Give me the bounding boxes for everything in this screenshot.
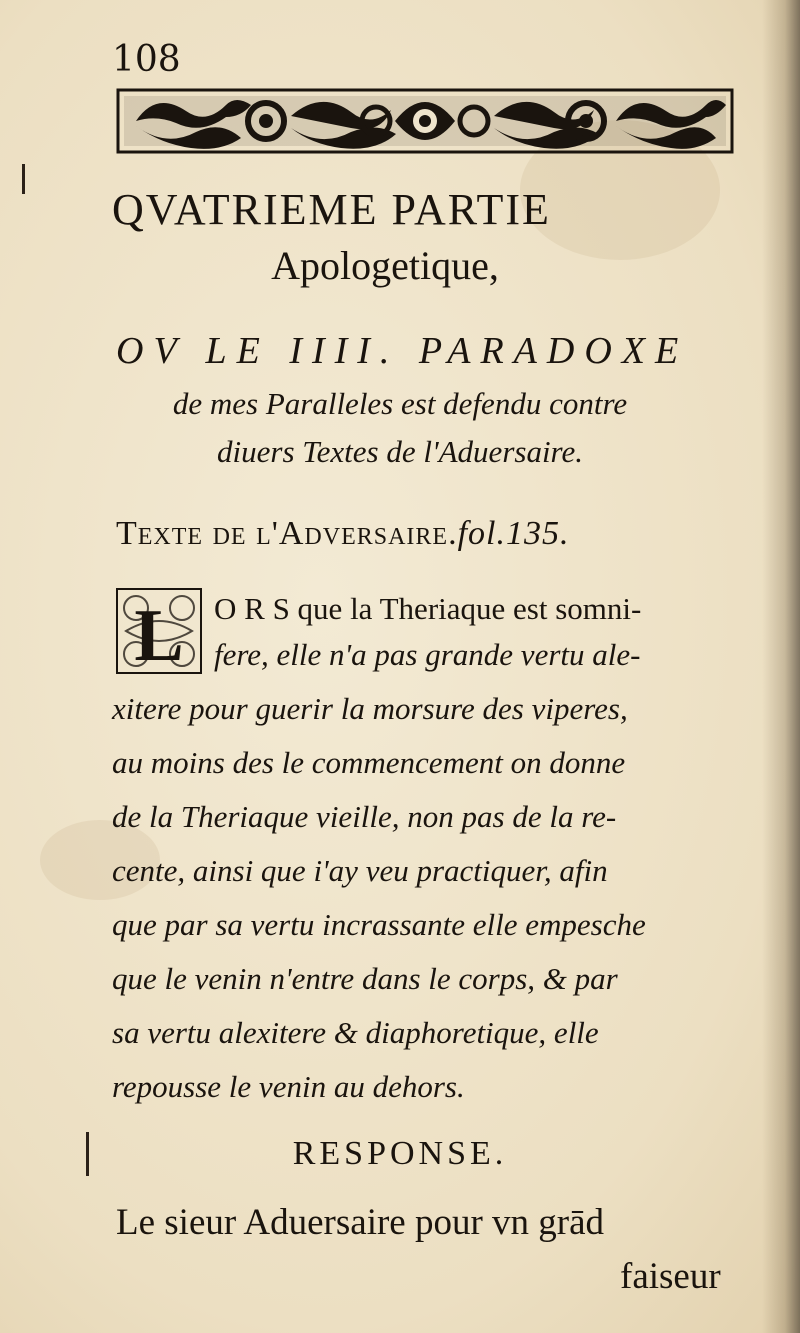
- body-line: repousse le venin au dehors.: [112, 1069, 465, 1104]
- dropcap-letter: L: [134, 595, 184, 674]
- part-subtitle: Apologetique,: [271, 243, 499, 288]
- folio-reference: fol.135.: [457, 515, 570, 552]
- section-title: Texte de l'Adversaire.: [116, 515, 458, 552]
- margin-mark: [22, 164, 25, 194]
- body-line: sa vertu alexitere & diaphoretique, elle: [112, 1015, 599, 1050]
- body-line: que le venin n'entre dans le corps, & par: [112, 961, 618, 996]
- body-text: O R S que la Theriaque est somni-: [214, 591, 642, 626]
- body-line: que par sa vertu incrassante elle empesche: [112, 907, 646, 942]
- body-line: [214, 588, 641, 630]
- body-line: cente, ainsi que i'ay veu practiquer, afin: [112, 853, 608, 888]
- body-line: fere, elle n'a pas grande vertu ale-: [214, 637, 641, 672]
- part-title: QVATRIEME PARTIE: [112, 185, 551, 234]
- section-heading: [116, 512, 570, 556]
- paradox-heading: OV LE IIII. PARADOXE: [116, 330, 689, 372]
- body-line: xitere pour guerir la morsure des viperes,: [112, 691, 628, 726]
- dropcap-icon: [116, 588, 202, 674]
- page-number: 108: [112, 39, 181, 80]
- catchword: faiseur: [620, 1256, 721, 1297]
- heading-line: diuers Textes de l'Aduersaire.: [217, 434, 583, 469]
- heading-line: de mes Paralleles est defendu contre: [172, 386, 628, 421]
- body-line: de la Theriaque vieille, non pas de la re-: [112, 799, 617, 834]
- body-line: au moins des le commencement on donne: [112, 745, 626, 780]
- ornament-icon: [116, 86, 734, 156]
- response-line: Le sieur Aduersaire pour vn grād: [116, 1202, 605, 1243]
- response-heading: RESPONSE.: [292, 1135, 508, 1172]
